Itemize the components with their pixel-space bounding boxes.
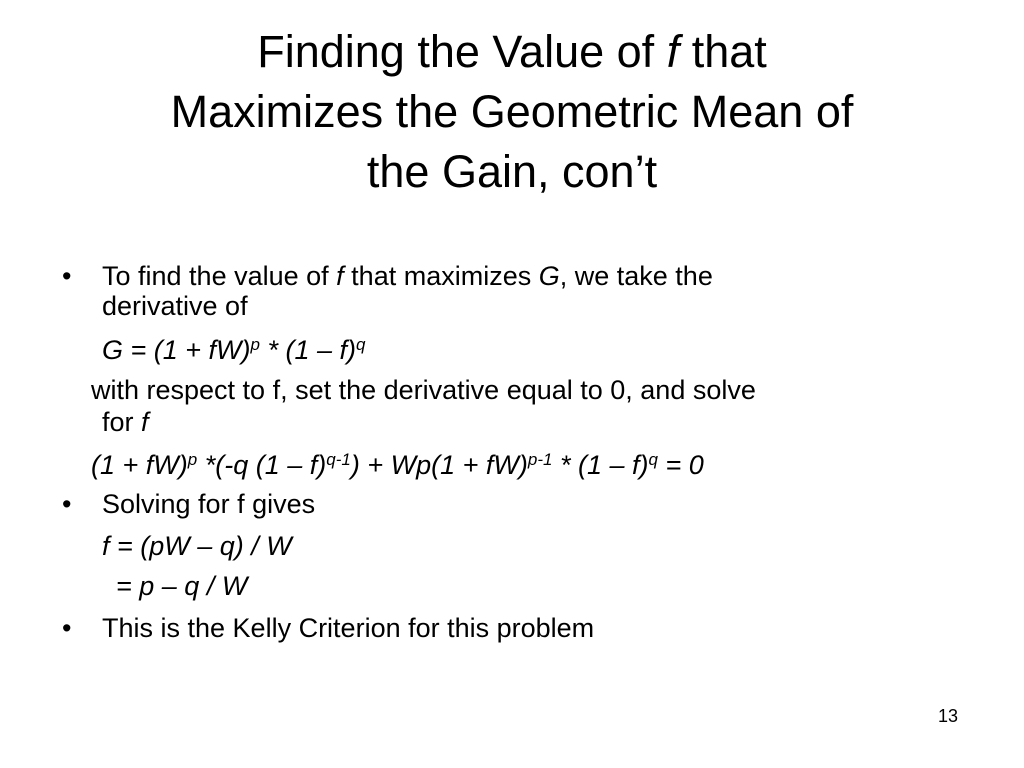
- bullet-marker: •: [62, 613, 72, 643]
- title-line-1: Finding the Value of f that: [257, 26, 767, 77]
- bullet-marker: •: [62, 261, 72, 291]
- respect-line-2: for f: [102, 407, 149, 437]
- respect-line-1: with respect to f, set the derivative equal to 0, and solve: [91, 375, 756, 405]
- page-number: 13: [938, 706, 959, 726]
- solution-line-1: f = (pW – q) / W: [102, 531, 292, 561]
- title-line-3: the Gain, con’t: [366, 146, 658, 197]
- bullet-1-line-1: To find the value of f that maximizes G, we take the: [102, 261, 713, 291]
- derivative-equation: (1 + fW)$^p$ *(-q (1 – f)$^{q-1}$) + Wp(1 + fW)$^{p-1}$ * (1 – f)$^q$ = 0: [91, 450, 704, 480]
- title-variable-f: f: [666, 26, 680, 77]
- bullet-marker: •: [62, 489, 72, 519]
- slide-title: [40, 22, 984, 202]
- bullet-2-text: Solving for f gives: [102, 489, 316, 519]
- solution-line-2: = p – q / W: [116, 571, 248, 601]
- bullet-1-line-2: derivative of: [102, 291, 248, 321]
- title-line-2: Maximizes the Geometric Mean of: [170, 86, 854, 137]
- bullet-3-text: This is the Kelly Criterion for this problem: [102, 613, 595, 643]
- equation-g: G = (1 + fW)$^p$ * (1 – f)$^q$: [102, 335, 366, 365]
